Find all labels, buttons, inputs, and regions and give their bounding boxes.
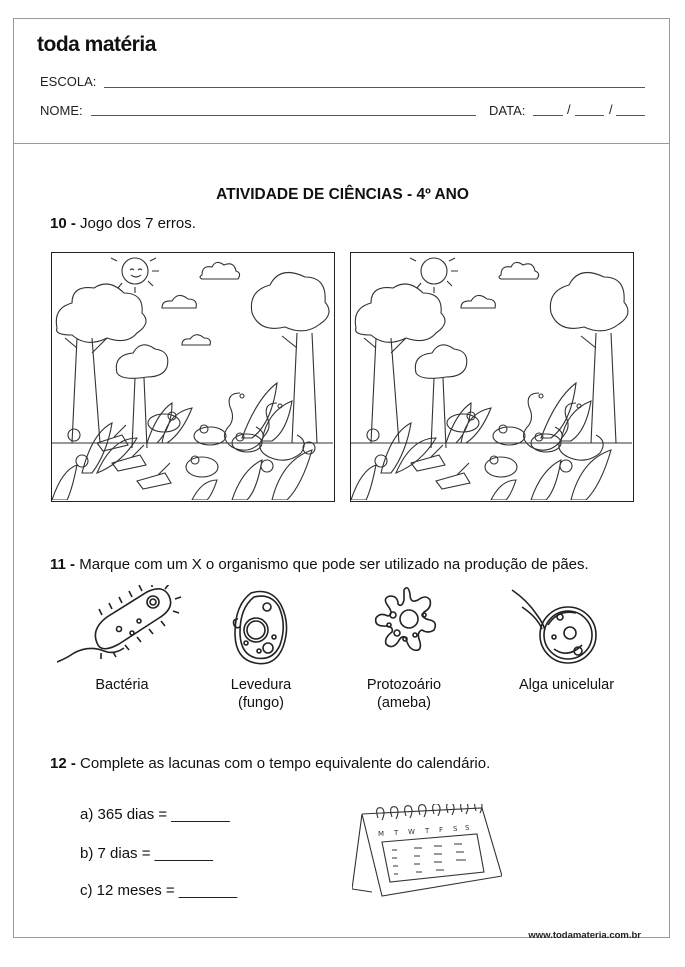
scene-modified [350, 252, 634, 502]
page-title: ATIVIDADE DE CIÊNCIAS - 4º ANO [216, 186, 469, 203]
organism-option-algae[interactable] [499, 585, 634, 694]
svg-text:S: S [465, 824, 470, 832]
date-month-field[interactable] [575, 115, 604, 116]
svg-text:T: T [394, 829, 399, 837]
organism-sublabel: (ameba) [377, 695, 431, 711]
desk-calendar-icon [352, 804, 502, 899]
date-separator: / [567, 102, 571, 117]
school-field[interactable] [104, 87, 645, 88]
question-number: 11 - [50, 556, 76, 573]
svg-text:M: M [378, 830, 385, 838]
footer-url[interactable]: www.todamateria.com.br [528, 930, 641, 941]
fill-blank-a[interactable]: a) 365 dias = _______ [80, 806, 230, 823]
header-divider [13, 143, 670, 144]
name-field[interactable] [91, 115, 476, 116]
question-text: Jogo dos 7 erros. [80, 215, 196, 232]
svg-text:T: T [425, 827, 430, 835]
date-day-field[interactable] [533, 115, 563, 116]
organism-label: Levedura [230, 677, 292, 693]
date-year-field[interactable] [616, 115, 645, 116]
question-text: Marque com um X o organismo que pode ser utilizado na produção de pães. [79, 556, 589, 573]
organism-option-bacteria[interactable] [57, 585, 187, 694]
organism-option-yeast[interactable] [196, 585, 326, 712]
bacteria-icon [57, 585, 187, 670]
fill-blank-c[interactable]: c) 12 meses = _______ [80, 882, 238, 899]
yeast-cell-icon [196, 585, 326, 670]
organism-label: Bactéria [95, 677, 149, 693]
school-label: ESCOLA: [40, 74, 97, 89]
amoeba-icon [339, 585, 469, 670]
question-11 [50, 556, 589, 573]
fill-blank-b[interactable]: b) 7 dias = _______ [80, 845, 214, 862]
question-12 [50, 755, 490, 772]
forest-scene-illustration [52, 253, 333, 500]
svg-text:W: W [408, 828, 415, 836]
organism-label: Alga unicelular [518, 677, 615, 693]
organism-option-protozoan[interactable] [339, 585, 469, 712]
scene-original [51, 252, 335, 502]
forest-scene-illustration [351, 253, 632, 500]
svg-text:F: F [439, 826, 444, 834]
svg-text:S: S [453, 825, 458, 833]
question-10 [50, 215, 196, 232]
unicellular-algae-icon [502, 585, 632, 670]
brand-logo: toda matéria [37, 33, 156, 56]
question-text: Complete as lacunas com o tempo equivalente do calendário. [80, 755, 491, 772]
date-label: DATA: [489, 103, 526, 118]
date-separator: / [609, 102, 613, 117]
organism-sublabel: (fungo) [238, 695, 284, 711]
organism-label: Protozoário [366, 677, 442, 693]
question-number: 10 - [50, 215, 76, 232]
question-number: 12 - [50, 755, 76, 772]
name-label: NOME: [40, 103, 83, 118]
